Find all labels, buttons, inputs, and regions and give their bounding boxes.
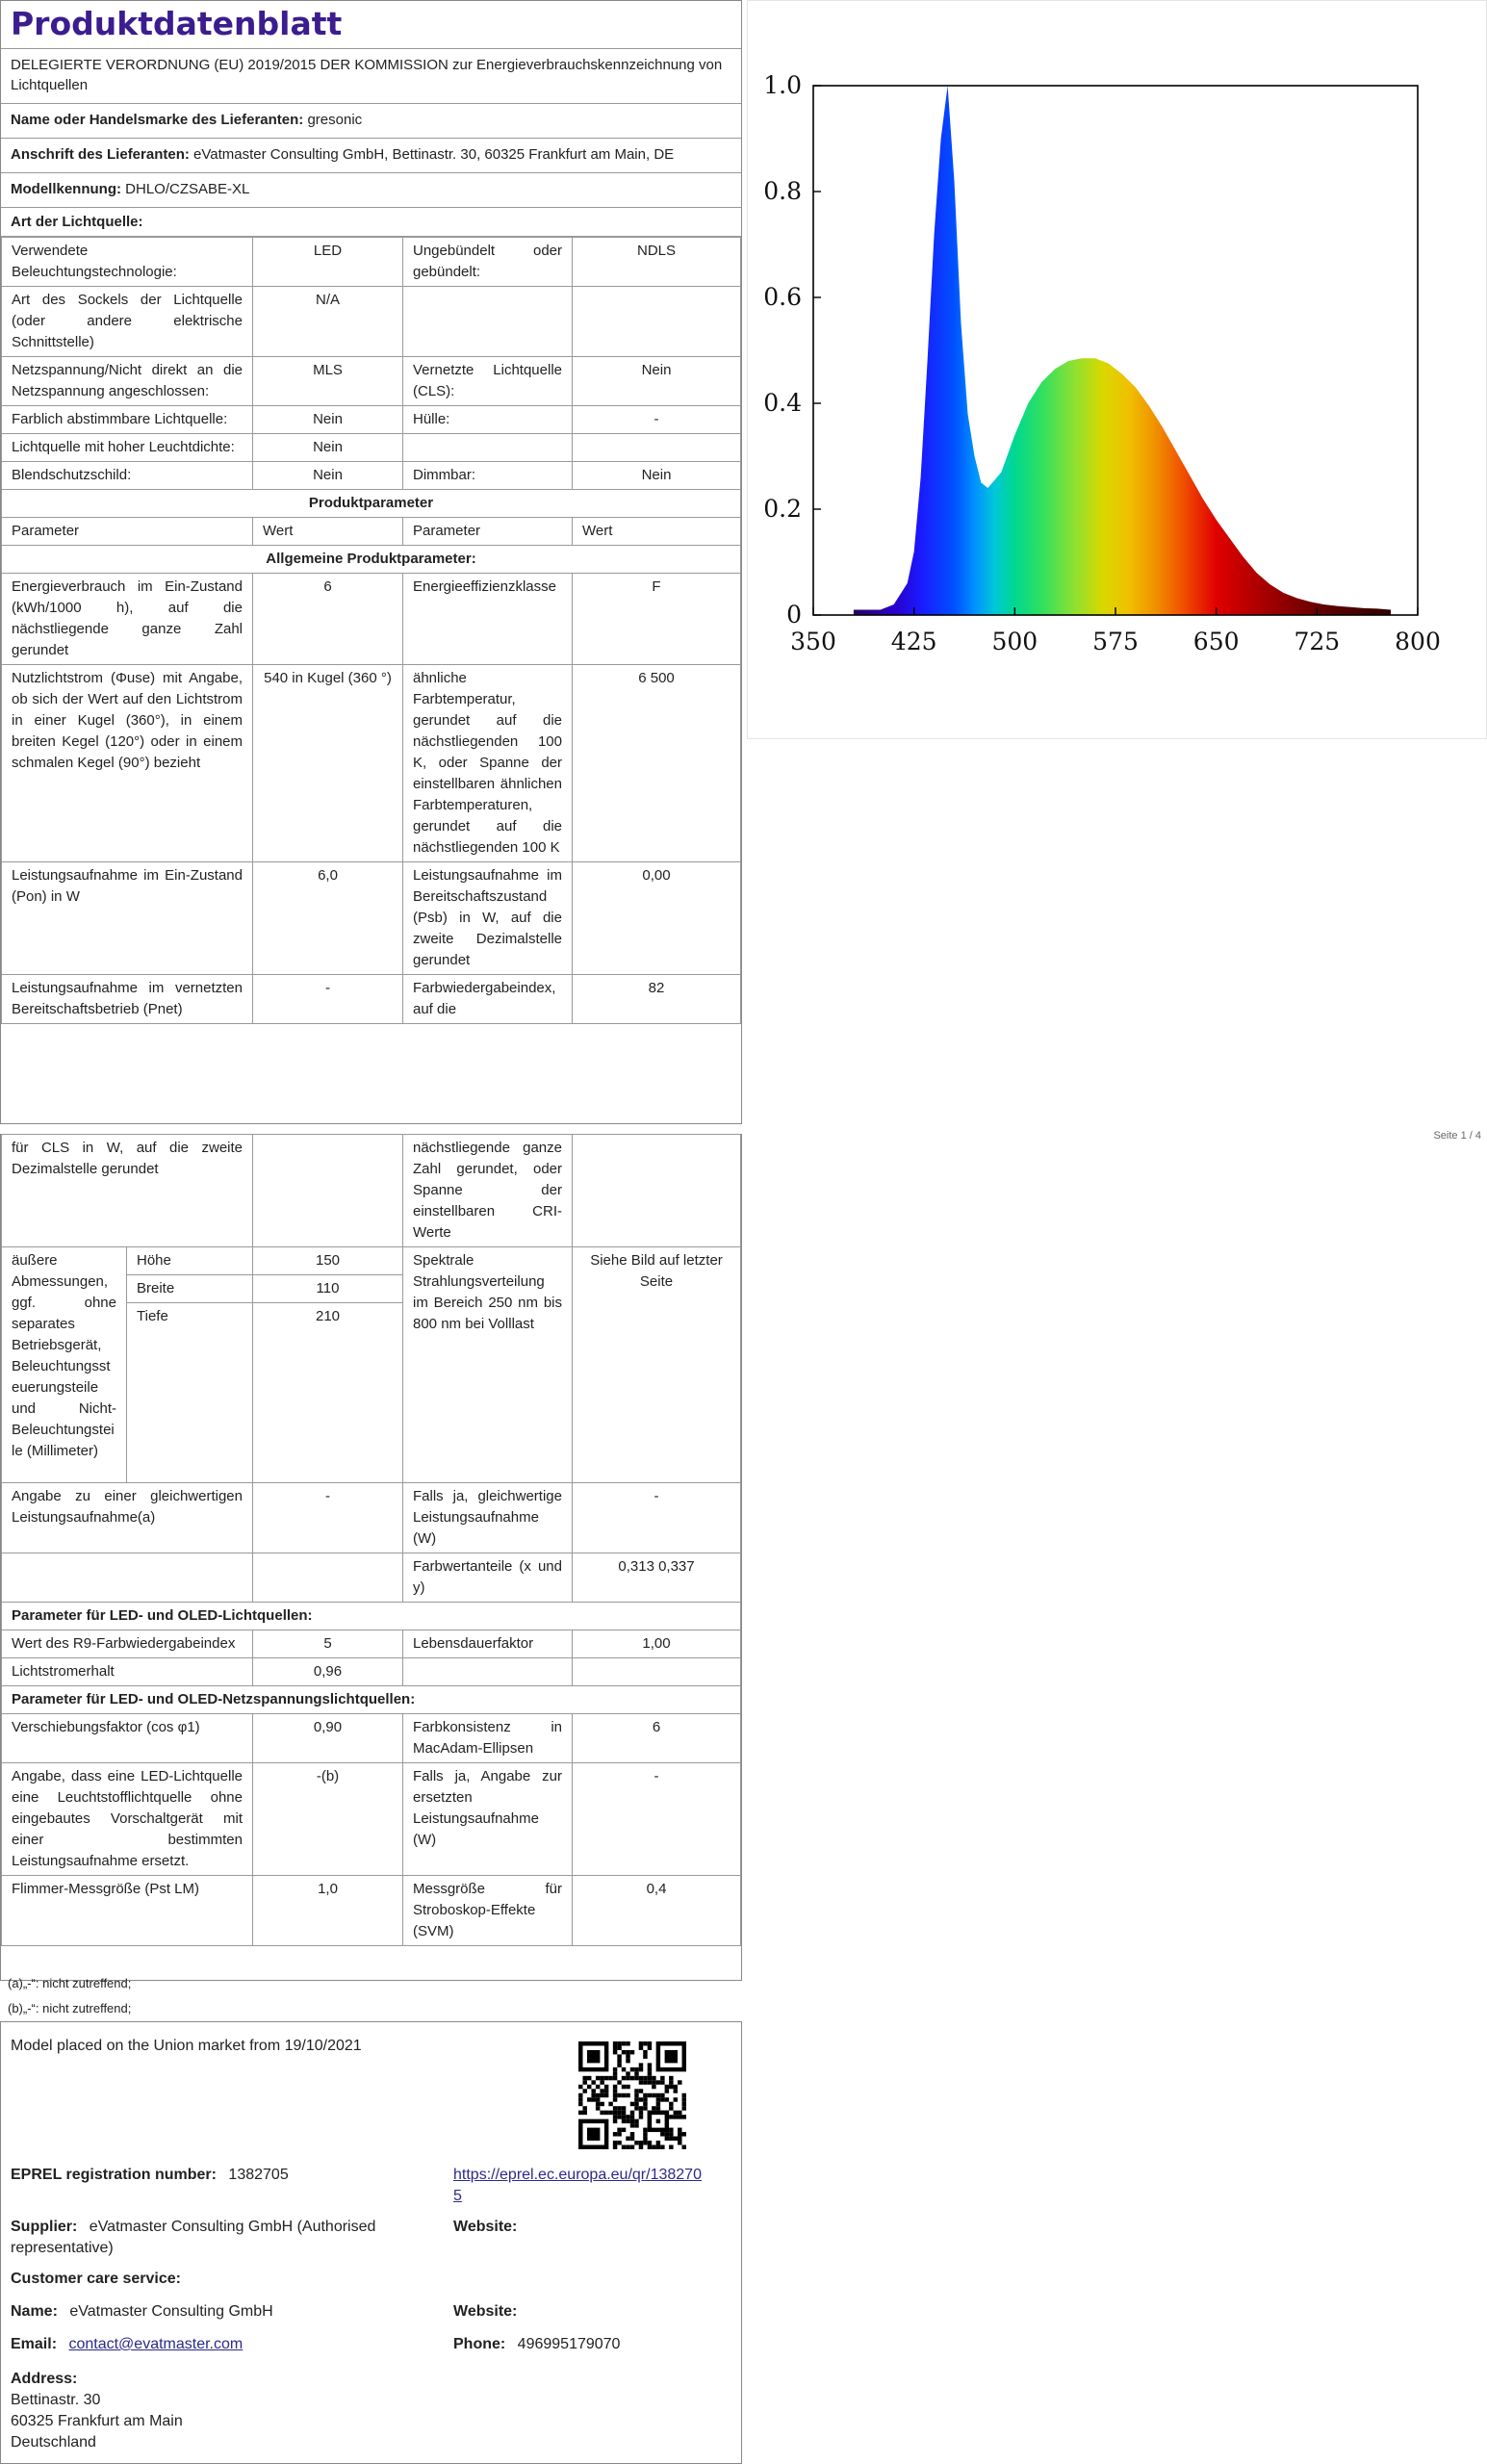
table-row <box>2 1714 741 1763</box>
value-cell <box>573 287 741 357</box>
value-cell: Nein <box>573 462 741 490</box>
table-row <box>2 1553 741 1603</box>
address-line: Bettinastr. 30 <box>11 2392 101 2408</box>
param-cell: Farbwertanteile (x und y) <box>403 1553 573 1603</box>
param-cell: Angabe zu einer gleichwertigen Leistungsaufnahme(a) <box>2 1483 253 1553</box>
table-row <box>2 975 741 1024</box>
param-cell: Farbwiedergabeindex, auf die <box>403 975 573 1024</box>
email-row <box>11 2334 243 2355</box>
param-cell: Energieeffizienzklasse <box>403 574 573 665</box>
dimension-value: 150 <box>253 1247 403 1275</box>
customer-care-label: Customer care service: <box>11 2271 181 2287</box>
address-block <box>11 2369 183 2453</box>
value-cell <box>253 1553 403 1603</box>
value-cell: 82 <box>573 975 741 1024</box>
param-cell: Vernetzte Lichtquelle (CLS): <box>403 357 573 406</box>
param-cell: Wert des R9-Farbwiedergabeindex <box>2 1630 253 1658</box>
care-name-row <box>11 2301 273 2323</box>
dimension-name: Tiefe <box>127 1303 253 1483</box>
table-row <box>2 357 741 406</box>
param-cell: Lebensdauerfaktor <box>403 1630 573 1658</box>
footnote-b: (b)„-“: nicht zutreffend; <box>8 2001 132 2015</box>
spectrum-area <box>854 86 1391 615</box>
param-cell: Nutzlichtstrom (Φuse) mit Angabe, ob sich der Wert auf den Lichtstrom in einer Kugel (360°), in einem breiten Kegel (120°) oder in einem schmalen Kegel (90°) bezieht <box>2 665 253 862</box>
customer-care-heading <box>11 2269 181 2290</box>
param-cell: Verschiebungsfaktor (cos φ1) <box>2 1714 253 1763</box>
param-cell: Energieverbrauch im Ein-Zustand (kWh/1000 h), auf die nächstliegende ganze Zahl gerundet <box>2 574 253 665</box>
param-cell: Flimmer-Messgröße (Pst LM) <box>2 1876 253 1946</box>
value-cell: 6,0 <box>253 862 403 975</box>
footnote-a: (a)„-“: nicht zutreffend; <box>8 1976 132 1990</box>
param-cell: Netzspannung/Nicht direkt an die Netzspannung angeschlossen: <box>2 357 253 406</box>
address-label: Address: <box>11 2371 78 2387</box>
product-params-table-continued <box>1 1134 741 1946</box>
y-tick-label: 0.4 <box>763 389 802 417</box>
value-cell: Nein <box>573 357 741 406</box>
table-row <box>2 1763 741 1876</box>
value-cell <box>253 1135 403 1247</box>
value-cell: Nein <box>253 406 403 434</box>
address-line: Deutschland <box>11 2434 96 2451</box>
care-name-value: eVatmaster Consulting GmbH <box>69 2303 273 2320</box>
page-title: Produktdatenblatt <box>1 1 741 49</box>
param-cell: Falls ja, gleichwertige Leistungsaufnahme (W) <box>403 1483 573 1553</box>
section-header-row <box>2 546 741 574</box>
email-link[interactable]: contact@evatmaster.com <box>68 2336 244 2352</box>
param-cell: Farblich abstimmbare Lichtquelle: <box>2 406 253 434</box>
eprel-link[interactable]: https://eprel.ec.europa.eu/qr/1382705 <box>453 2167 702 2204</box>
param-cell: Lichtquelle mit hoher Leuchtdichte: <box>2 434 253 462</box>
value-cell: - <box>573 1763 741 1876</box>
care-website-label-text: Website: <box>453 2303 518 2320</box>
supplier-name-value: gresonic <box>307 112 363 128</box>
datasheet-page-2 <box>0 1134 742 1981</box>
table-row <box>2 1876 741 1946</box>
param-cell: Blendschutzschild: <box>2 462 253 490</box>
param-cell: Verwendete Beleuchtungstechnologie: <box>2 238 253 287</box>
supplier-address-value: eVatmaster Consulting GmbH, Bettinastr. 30, 60325 Frankfurt am Main, DE <box>193 146 675 163</box>
param-cell: Messgröße für Stroboskop-Effekte (SVM) <box>403 1876 573 1946</box>
phone-row <box>453 2334 620 2355</box>
supplier-row <box>11 2217 444 2259</box>
page-number: Seite 1 / 4 <box>1433 1130 1481 1142</box>
datasheet-page-1 <box>0 0 742 1124</box>
column-header: Parameter <box>403 518 573 546</box>
y-tick-label: 0 <box>786 601 802 629</box>
value-cell: 0,313 0,337 <box>573 1553 741 1603</box>
y-tick-label: 1.0 <box>763 71 802 99</box>
eprel-reg-row <box>11 2165 289 2186</box>
allgemeine-heading: Allgemeine Produktparameter: <box>2 546 741 574</box>
dimension-value: 110 <box>253 1275 403 1303</box>
param-cell: Hülle: <box>403 406 573 434</box>
section-header-row <box>2 1603 741 1630</box>
value-cell: F <box>573 574 741 665</box>
value-cell: - <box>253 975 403 1024</box>
x-tick-label: 575 <box>1092 628 1139 655</box>
x-tick-label: 350 <box>790 628 836 655</box>
param-cell: Spektrale Strahlungsverteilung im Bereich 250 nm bis 800 nm bei Volllast <box>403 1247 573 1483</box>
section-header-row <box>2 490 741 518</box>
eprel-reg-value: 1382705 <box>228 2167 289 2183</box>
value-cell <box>573 1658 741 1686</box>
param-cell: Ungebündelt oder gebündelt: <box>403 238 573 287</box>
value-cell: Nein <box>253 434 403 462</box>
market-date: Model placed on the Union market from 19/10/2021 <box>11 2038 362 2054</box>
led-params-heading: Parameter für LED- und OLED-Lichtquellen: <box>2 1603 741 1630</box>
spectral-distribution-chart <box>748 1 1486 738</box>
param-cell: nächstliegende ganze Zahl gerundet, oder Spanne der einstellbaren CRI-Werte <box>403 1135 573 1247</box>
x-tick-label: 425 <box>890 628 937 655</box>
value-cell: LED <box>253 238 403 287</box>
table-row <box>2 1630 741 1658</box>
value-cell <box>573 1135 741 1247</box>
column-header: Wert <box>573 518 741 546</box>
supplier-name-row <box>1 104 741 139</box>
website-label <box>453 2217 517 2238</box>
y-tick-label: 0.6 <box>763 283 802 311</box>
param-cell: für CLS in W, auf die zweite Dezimalstelle gerundet <box>2 1135 253 1247</box>
value-cell: Siehe Bild auf letzter Seite <box>573 1247 741 1483</box>
param-cell: Leistungsaufnahme im Bereitschaftszustand (Psb) in W, auf die zweite Dezimalstelle gerundet <box>403 862 573 975</box>
phone-label: Phone: <box>453 2336 506 2352</box>
param-cell: Farbkonsistenz in MacAdam-Ellipsen <box>403 1714 573 1763</box>
supplier-address-label: Anschrift des Lieferanten: <box>11 146 190 163</box>
value-cell: 6 <box>253 574 403 665</box>
model-value: DHLO/CZSABE-XL <box>125 181 250 197</box>
table-row <box>2 1658 741 1686</box>
care-website-label <box>453 2301 517 2323</box>
footnotes <box>8 1971 131 2021</box>
value-cell: 0,90 <box>253 1714 403 1763</box>
value-cell: - <box>253 1483 403 1553</box>
dimension-name: Höhe <box>127 1247 253 1275</box>
table-row <box>2 462 741 490</box>
supplier-label: Supplier: <box>11 2219 78 2235</box>
value-cell: 6 500 <box>573 665 741 862</box>
param-cell <box>2 1553 253 1603</box>
param-cell <box>403 287 573 357</box>
x-tick-label: 725 <box>1294 628 1341 655</box>
param-cell: Falls ja, Angabe zur ersetzten Leistungsaufnahme (W) <box>403 1763 573 1876</box>
param-cell <box>403 1658 573 1686</box>
website-label-text: Website: <box>453 2219 518 2235</box>
value-cell: N/A <box>253 287 403 357</box>
value-cell: 0,96 <box>253 1658 403 1686</box>
param-cell: Art des Sockels der Lichtquelle (oder andere elektrische Schnittstelle) <box>2 287 253 357</box>
supplier-address-row <box>1 139 741 173</box>
x-tick-label: 500 <box>991 628 1038 655</box>
value-cell: 6 <box>573 1714 741 1763</box>
dimensions-row <box>2 1247 741 1275</box>
value-cell: 0,00 <box>573 862 741 975</box>
eprel-info-box <box>0 2021 742 2464</box>
value-cell: 5 <box>253 1630 403 1658</box>
param-cell <box>403 434 573 462</box>
light-source-table <box>1 237 741 1024</box>
value-cell: - <box>573 406 741 434</box>
table-row <box>2 434 741 462</box>
table-row <box>2 1135 741 1247</box>
care-name-label: Name: <box>11 2303 58 2320</box>
supplier-name-label: Name oder Handelsmarke des Lieferanten: <box>11 112 304 128</box>
section-header-row <box>2 1686 741 1714</box>
x-tick-label: 800 <box>1395 628 1441 655</box>
table-row <box>2 574 741 665</box>
value-cell: 1,0 <box>253 1876 403 1946</box>
value-cell: MLS <box>253 357 403 406</box>
table-row <box>2 238 741 287</box>
value-cell <box>573 434 741 462</box>
model-row <box>1 173 741 208</box>
value-cell: -(b) <box>253 1763 403 1876</box>
table-row <box>2 287 741 357</box>
value-cell: 0,4 <box>573 1876 741 1946</box>
y-tick-label: 0.2 <box>763 495 802 523</box>
email-label: Email: <box>11 2336 58 2352</box>
qr-code-icon[interactable] <box>578 2041 686 2149</box>
dimension-value: 210 <box>253 1303 403 1483</box>
regulation-subtitle: DELEGIERTE VERORDNUNG (EU) 2019/2015 DER KOMMISSION zur Energieverbrauchskennzeichnung von Lichtquellen <box>1 49 741 104</box>
column-header: Wert <box>253 518 403 546</box>
column-header-row <box>2 518 741 546</box>
param-cell: Leistungsaufnahme im vernetzten Bereitschaftsbetrieb (Pnet) <box>2 975 253 1024</box>
column-header: Parameter <box>2 518 253 546</box>
y-tick-label: 0.8 <box>763 177 802 205</box>
light-source-type-heading: Art der Lichtquelle: <box>1 208 741 237</box>
produktparameter-heading: Produktparameter <box>2 490 741 518</box>
supplier-value: eVatmaster Consulting GmbH (Authorised representative) <box>11 2219 376 2256</box>
param-cell: Lichtstromerhalt <box>2 1658 253 1686</box>
x-tick-label: 650 <box>1192 628 1240 655</box>
spectrum-chart-panel <box>747 0 1487 739</box>
value-cell: 1,00 <box>573 1630 741 1658</box>
param-cell: ähnliche Farbtemperatur, gerundet auf die nächstliegenden 100 K, oder Spanne der einstellbaren ähnlichen Farbtemperaturen, gerundet auf die nächstliegenden 100 K <box>403 665 573 862</box>
value-cell: NDLS <box>573 238 741 287</box>
dimensions-label: äußere Abmessungen, ggf. ohne separates Betriebsgerät, Beleuchtungssteuerungsteile und Nicht-Beleuchtungsteile (Millimeter) <box>2 1247 127 1483</box>
model-label: Modellkennung: <box>11 181 121 197</box>
table-row <box>2 1483 741 1553</box>
table-row <box>2 406 741 434</box>
value-cell: - <box>573 1483 741 1553</box>
value-cell: Nein <box>253 462 403 490</box>
value-cell: 540 in Kugel (360 °) <box>253 665 403 862</box>
param-cell: Dimmbar: <box>403 462 573 490</box>
mains-led-params-heading: Parameter für LED- und OLED-Netzspannungslichtquellen: <box>2 1686 741 1714</box>
table-row <box>2 862 741 975</box>
param-cell: Angabe, dass eine LED-Lichtquelle eine Leuchtstofflichtquelle ohne eingebautes Vorschaltgerät mit einer bestimmten Leistungsaufnahme ersetzt. <box>2 1763 253 1876</box>
dimension-name: Breite <box>127 1275 253 1303</box>
table-row <box>2 665 741 862</box>
param-cell: Leistungsaufnahme im Ein-Zustand (Pon) in W <box>2 862 253 975</box>
eprel-reg-label: EPREL registration number: <box>11 2167 217 2183</box>
phone-value: 496995179070 <box>517 2336 621 2352</box>
address-line: 60325 Frankfurt am Main <box>11 2413 183 2429</box>
